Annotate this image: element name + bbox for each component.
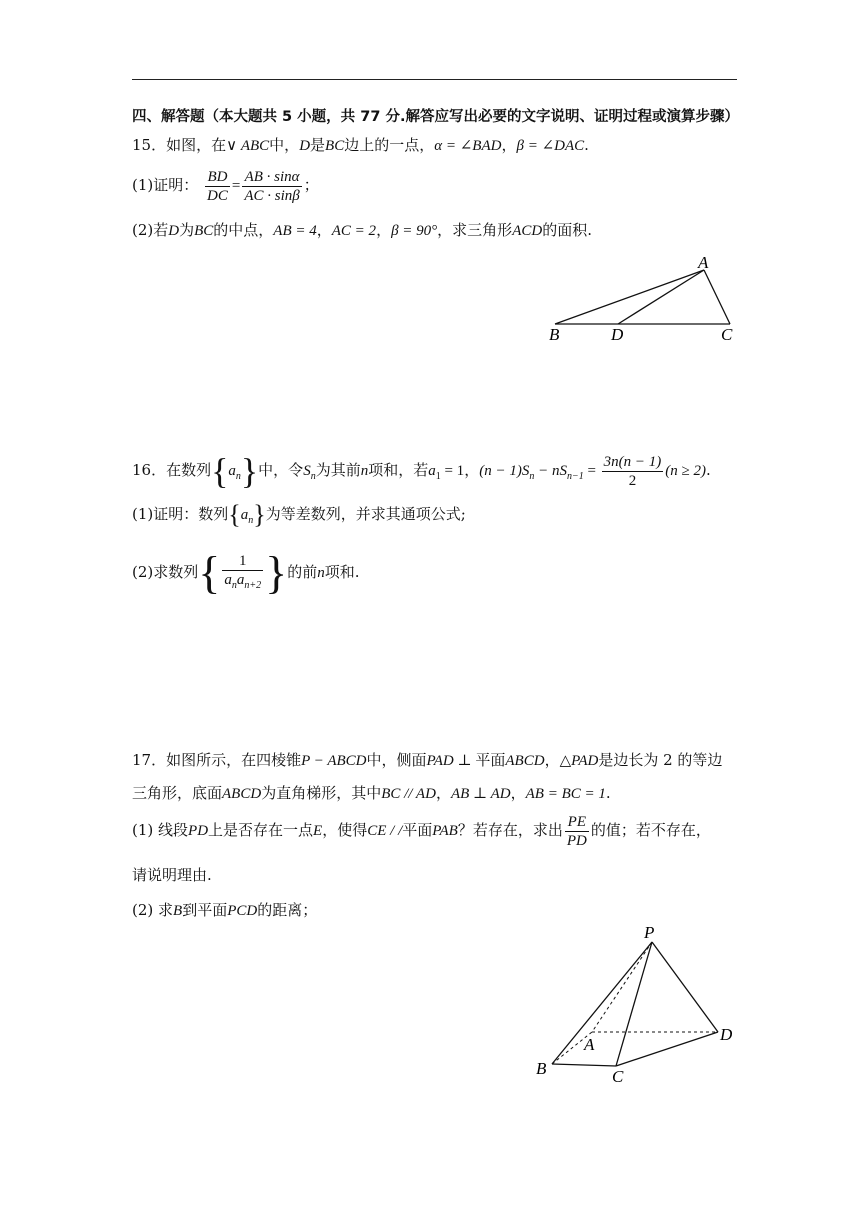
- q15-part1: (1)证明： $\frac{BD}{DC}$ = $\frac{AB \cdot \sin\alpha}{AC \cdot \sin\beta}$ ；: [132, 168, 319, 204]
- q15-label-A: A: [698, 253, 709, 272]
- q15-label-C: C: [721, 325, 733, 344]
- section-heading: 四、解答题（本大题共 5 小题，共 77 分.解答应写出必要的文字说明、证明过程或演算步骤）: [132, 109, 739, 125]
- q17-part1: (1) 线段PD上是否存在一点E，使得CE / /平面PAB？若存在，求出 $\frac{PE}{PD}$ 的值；若不存在，: [132, 813, 711, 849]
- q16-part1: (1)证明：数列$\{a_n\}$为等差数列，并求其通项公式;: [132, 500, 466, 529]
- q15-number: 15．: [132, 136, 167, 154]
- q16-number: 16．: [132, 461, 167, 479]
- q16-sum-fraction: $\frac{1}{a_na_{n+2}}$: [224, 552, 262, 591]
- q16-relation-fraction: $\frac{3n(n - 1)}{2}$: [603, 453, 662, 489]
- q17-label-A: A: [584, 1035, 595, 1054]
- q15-stem: 15．如图，在∨ ABC中，D是BC边上的一点，α = ∠BAD，β = ∠DAC.: [132, 136, 589, 154]
- q17-label-D: D: [720, 1025, 733, 1044]
- q17-pyramid-figure: [530, 918, 750, 1088]
- q17-label-B: B: [536, 1059, 547, 1078]
- q17-stem-line2: 三角形，底面ABCD为直角梯形，其中BC // AD，AB ⊥ AD，AB = BC = 1.: [132, 784, 611, 802]
- q15-part2: (2)若D为BC的中点，AB = 4，AC = 2，β = 90°，求三角形ACD的面积.: [132, 221, 592, 239]
- header-rule: [132, 79, 737, 80]
- q15-fraction-right: $\frac{AB \cdot \sin\alpha}{AC \cdot \sin\beta}$: [244, 168, 300, 204]
- q16-stem: 16．在数列$\{a_n\}$中，令$S_n$为其前n项和，若$a_1 = 1$，$(n - 1)S_n - nS_{n-1}$ = $\frac{3n(n - 1)}{2}$ (n ≥ 2).: [132, 451, 711, 491]
- q17-ratio-fraction: $\frac{PE}{PD}$: [566, 813, 587, 849]
- q15-label-D: D: [611, 325, 624, 344]
- q15-triangle-figure: [540, 250, 740, 350]
- q17-number: 17．: [132, 751, 167, 769]
- q15-fraction-left: $\frac{BD}{DC}$: [207, 168, 228, 204]
- q17-part2: (2) 求B到平面PCD的距离；: [132, 901, 318, 919]
- q17-stem-line1: 17．如图所示，在四棱锥P − ABCD中，侧面PAD ⊥ 平面ABCD，△PAD是边长为 2 的等边: [132, 751, 723, 769]
- q17-label-P: P: [644, 923, 655, 942]
- q17-label-C: C: [612, 1067, 624, 1086]
- q17-part1-line2: 请说明理由.: [132, 866, 212, 884]
- q16-part2: (2)求数列{ $\frac{1}{a_na_{n+2}}$ }的前n项和.: [132, 547, 360, 598]
- q15-label-B: B: [549, 325, 560, 344]
